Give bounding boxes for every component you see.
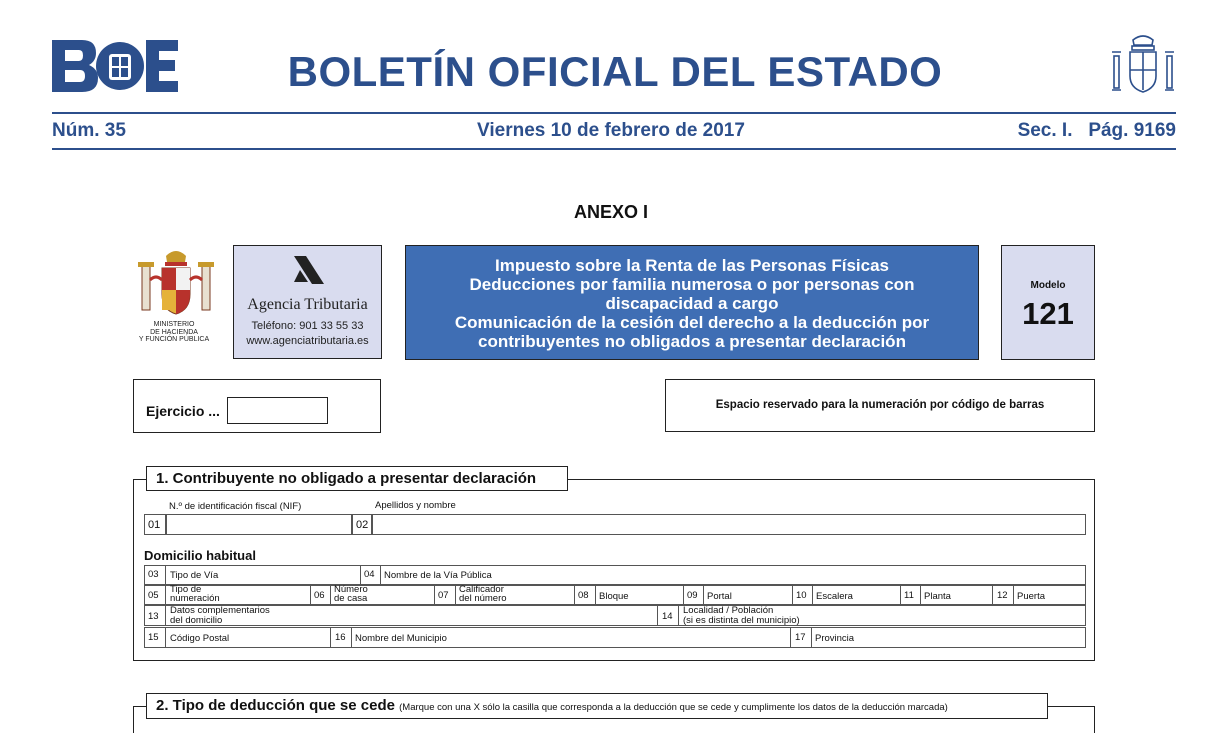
field-number: 10 (796, 590, 807, 601)
provincia-label[interactable]: Provincia (815, 633, 855, 644)
divider (165, 605, 166, 626)
model-number: 121 (1022, 296, 1074, 331)
divider (657, 605, 658, 626)
header-rule (52, 112, 1176, 114)
agency-logo-icon (290, 254, 326, 286)
ministry-line: Y FUNCIÓN PÚBLICA (138, 336, 210, 343)
calificador-label[interactable]: Calificador del número (459, 584, 507, 604)
divider (900, 585, 901, 605)
divider (683, 585, 684, 605)
tipo-via-label[interactable]: Tipo de Vía (170, 570, 219, 581)
ejercicio-box (133, 379, 381, 433)
address-row-1 (144, 565, 1086, 585)
puerta-label[interactable]: Puerta (1017, 591, 1045, 602)
field-01-number: 01 (148, 519, 161, 531)
divider (351, 627, 352, 648)
field-number: 12 (997, 590, 1008, 601)
divider (790, 627, 791, 648)
coat-of-arms-icon (1108, 30, 1178, 100)
divider (1013, 585, 1014, 605)
field-number: 05 (148, 590, 159, 601)
divider (455, 585, 456, 605)
barcode-area: Espacio reservado para la numeración por código de barras (665, 379, 1095, 432)
ministry-label (124, 321, 224, 344)
field-number (144, 514, 166, 535)
form-title-line: Comunicación de la cesión del derecho a la deducción por (454, 313, 930, 332)
form-title-line: contribuyentes no obligados a presentar declaración (478, 332, 906, 351)
section-2-heading: 2. Tipo de deducción que se cede (156, 697, 395, 714)
divider (574, 585, 575, 605)
escalera-label[interactable]: Escalera (816, 591, 853, 602)
divider (360, 565, 361, 585)
datos-complementarios-label[interactable]: Datos complementarios del domicilio (170, 605, 270, 626)
divider (165, 565, 166, 585)
header-rule-bottom (52, 148, 1176, 150)
agency-box (233, 245, 382, 359)
divider (165, 585, 166, 605)
section-page: Sec. I. Pág. 9169 (1017, 120, 1176, 141)
nombre-via-label[interactable]: Nombre de la Vía Pública (384, 570, 492, 581)
field-02-number: 02 (356, 519, 369, 531)
field-number: 06 (314, 590, 325, 601)
section-2-note: (Marque con una X sólo la casilla que corresponda a la deducción que se cede y cumplimente los datos de la deducción marcada) (399, 702, 948, 713)
section-2-title (146, 693, 1048, 719)
form-title-line: Deducciones por familia numerosa o por personas con (469, 275, 915, 294)
divider (992, 585, 993, 605)
field-number: 09 (687, 590, 698, 601)
domicilio-title: Domicilio habitual (144, 548, 256, 563)
localidad-label[interactable]: Localidad / Población (si es distinta del municipio) (683, 605, 800, 626)
field-number: 03 (148, 569, 159, 580)
divider (330, 585, 331, 605)
planta-label[interactable]: Planta (924, 591, 951, 602)
address-row-3 (144, 605, 1086, 626)
divider (792, 585, 793, 605)
field-number: 16 (335, 632, 346, 643)
form-title-line: Impuesto sobre la Renta de las Personas Físicas (495, 256, 889, 275)
divider (434, 585, 435, 605)
field-number: 17 (795, 632, 806, 643)
bloque-label[interactable]: Bloque (599, 591, 629, 602)
annex-title: ANEXO I (573, 202, 648, 222)
name-input[interactable] (372, 514, 1086, 535)
tipo-numeracion-label[interactable]: Tipo de numeración (170, 584, 220, 604)
ejercicio-label: Ejercicio ... (146, 403, 220, 419)
field-number: 14 (662, 611, 673, 622)
form-title-box (405, 245, 979, 360)
field-number (352, 514, 372, 535)
divider (165, 627, 166, 648)
municipio-label[interactable]: Nombre del Municipio (355, 633, 447, 644)
divider (678, 605, 679, 626)
field-number: 11 (904, 590, 914, 601)
coat-of-arms-icon (134, 244, 218, 320)
field-number: 07 (438, 590, 449, 601)
nif-label: N.º de identificación fiscal (NIF) (169, 501, 302, 512)
divider (703, 585, 704, 605)
divider (920, 585, 921, 605)
portal-label[interactable]: Portal (707, 591, 732, 602)
nif-input[interactable] (166, 514, 352, 535)
issue-number: Núm. 35 (52, 120, 126, 141)
page-title: BOLETÍN OFICIAL DEL ESTADO (287, 48, 943, 95)
codigo-postal-label[interactable]: Código Postal (170, 633, 230, 644)
agency-website: www.agenciatributaria.es (246, 335, 369, 347)
model-box (1001, 245, 1095, 360)
field-number: 04 (364, 569, 375, 580)
ministry-line: MINISTERIO (153, 321, 195, 328)
ministry-line: DE HACIENDA (150, 328, 198, 336)
address-row-4 (144, 627, 1086, 648)
field-number: 13 (148, 611, 159, 622)
agency-name: Agencia Tributaria (247, 296, 368, 313)
field-number: 08 (578, 590, 589, 601)
divider (811, 627, 812, 648)
divider (310, 585, 311, 605)
agency-phone: Teléfono: 901 33 55 33 (251, 320, 364, 332)
field-number: 15 (148, 632, 159, 643)
divider (812, 585, 813, 605)
numero-casa-label[interactable]: Número de casa (334, 584, 368, 604)
divider (330, 627, 331, 648)
form-title-line: discapacidad a cargo (605, 294, 779, 313)
divider (595, 585, 596, 605)
divider (380, 565, 381, 585)
name-label: Apellidos y nombre (375, 500, 456, 511)
issue-date: Viernes 10 de febrero de 2017 (477, 120, 745, 141)
ejercicio-input[interactable] (227, 397, 328, 424)
boe-logo (52, 40, 178, 92)
model-label: Modelo (1030, 280, 1066, 291)
section-1-title: 1. Contribuyente no obligado a presentar declaración (146, 466, 568, 491)
